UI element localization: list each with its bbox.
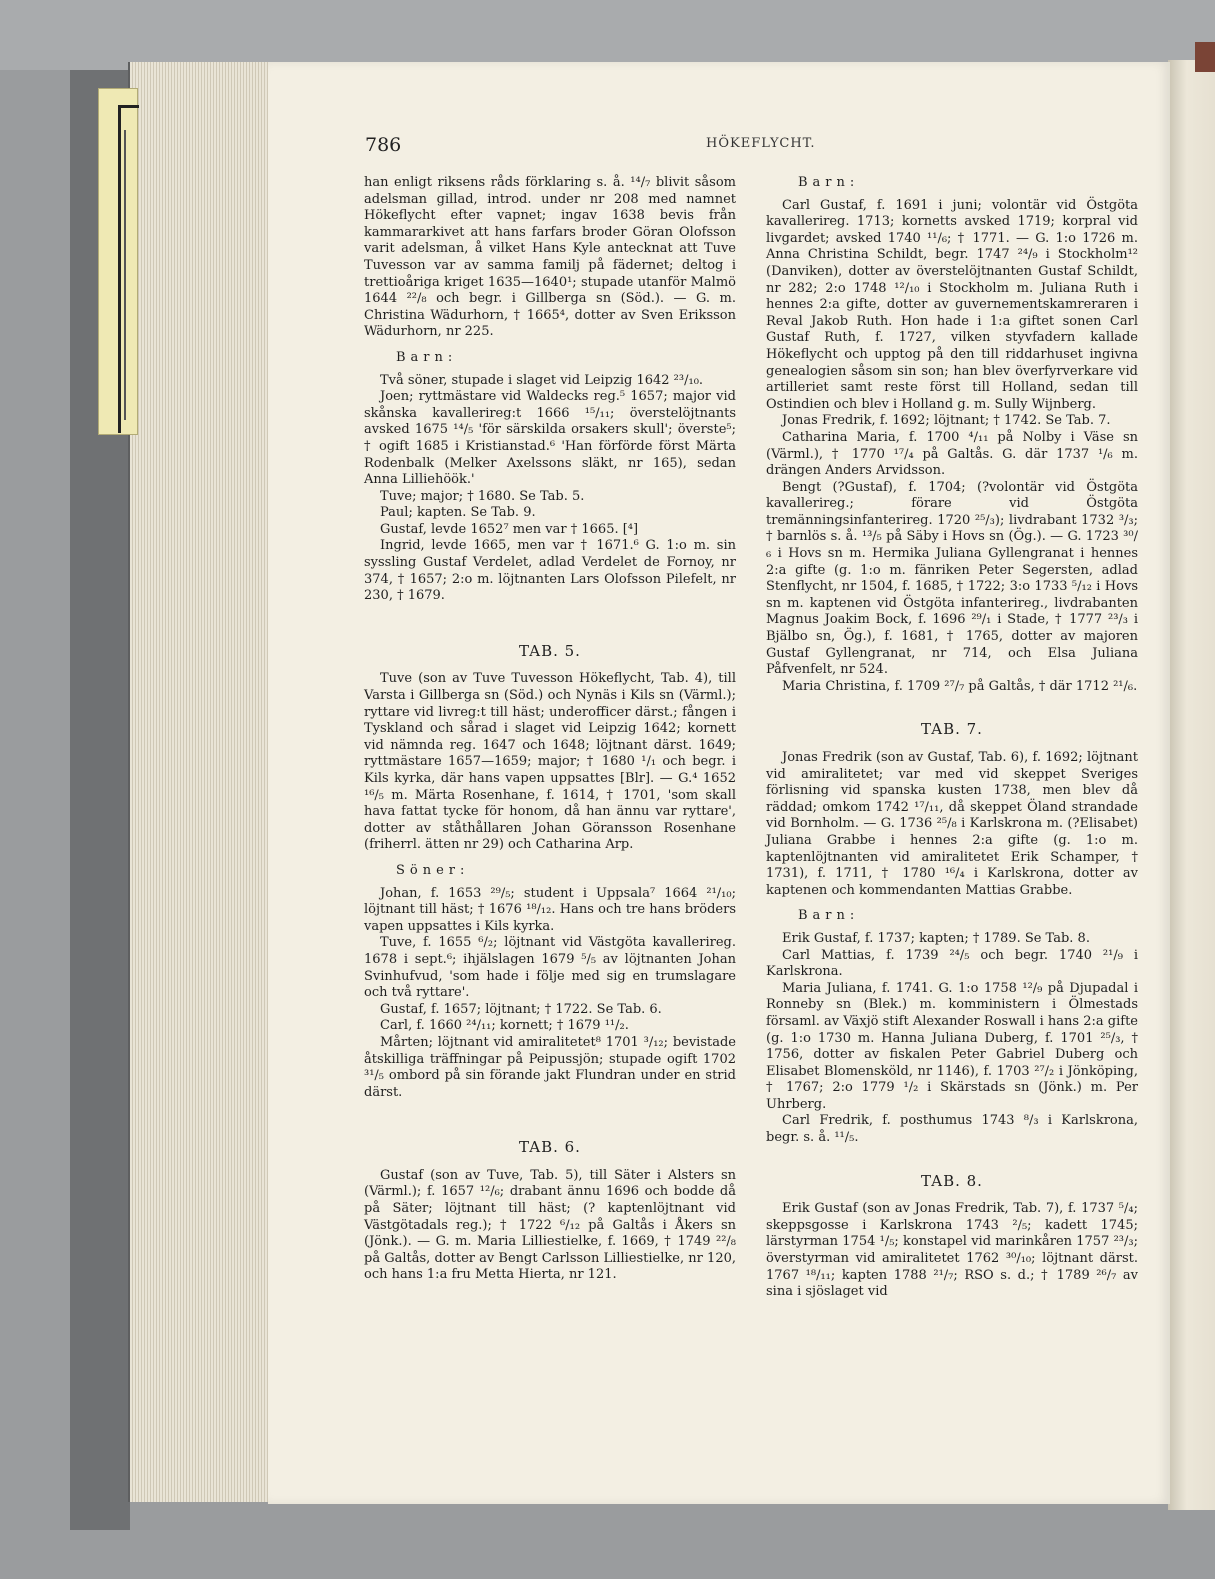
page-number: 786 (365, 134, 402, 156)
son-entry: Johan, f. 1653 ²⁹/₅; student i Uppsala⁷ 1664 ²¹/₁₀; löjtnant till häst; † 1676 ¹⁸/₁₂. Hans och tre hans bröders vapen uppsattes i Kils kyrka. (364, 885, 736, 934)
corner-marker (1195, 42, 1215, 72)
barn-entry: Maria Christina, f. 1709 ²⁷/₇ på Galtås, † där 1712 ²¹/₆. (782, 678, 1138, 694)
barn-entry: Catharina Maria, f. 1700 ⁴/₁₁ på Nolby i Väse sn (Värml.), † 1770 ¹⁷/₄ på Galtås. G. där 1737 ¹/₆ m. drängen Anders Arvidsson. (766, 429, 1138, 479)
barn-entry: Ingrid, levde 1665, men var † 1671.⁶ G. 1:o m. sin syssling Gustaf Verdelet, adlad Verdelet de Fornoy, nr 374, † 1657; 2:o m. löjtnanten Lars Olofsson Pilefelt, nr 230, † 1679. (364, 538, 736, 604)
barn-heading: Barn: (798, 175, 860, 190)
tab6-paragraph: Gustaf (son av Tuve, Tab. 5), till Säter i Alsters sn (Värml.); f. 1657 ¹²/₆; drabant ännu 1696 och bodde då på Säter; löjtnant till häst; (? kaptenlöjtnant vid Västgötadals reg.); † 1722 ⁶/₁₂ på Galtås i Åkers sn (Jönk.). — G. m. Maria Lilliestielke, f. 1669, † 1749 ²²/₈ på Galtås, dotter av Bengt Carlsson Lilliestielke, nr 120, och hans 1:a fru Metta Hierta, nr 121. (364, 1167, 736, 1283)
bookmark-mark-line (124, 130, 134, 420)
barn-heading-2: Barn: (798, 908, 860, 924)
barn-entry: Carl Mattias, f. 1739 ²⁴/₅ och begr. 1740 ²¹/₉ i Karlskrona. (766, 947, 1138, 980)
son-entry: Carl, f. 1660 ²⁴/₁₁; kornett; † 1679 ¹¹/₂. (380, 1018, 629, 1034)
backdrop (0, 0, 1215, 70)
barn-heading: Barn: (396, 349, 458, 365)
son-entry: Mårten; löjtnant vid amiralitetet⁸ 1701 ³/₁₂; bevistade åtskilliga träffningar på Peipussjön; stupade ogift 1702 ³¹/₅ ombord på sin förande jakt Flundran under en strid därst. (364, 1034, 736, 1100)
son-entry: Tuve, f. 1655 ⁶/₂; löjtnant vid Västgöta kavallerireg. 1678 i sept.⁶; ihjälslagen 1679 ⁵/₅ av löjtnanten Johan Svinhufvud, 'som hade i följe med sig en trumslagare och två ryttare'. (364, 935, 736, 1001)
tab8-paragraph: Erik Gustaf (son av Jonas Fredrik, Tab. 7), f. 1737 ⁵/₄; skeppsgosse i Karlskrona 1743 ²/₅; kadett 1745; lärstyrman 1754 ¹/₅; konstapel vid marinkåren 1757 ²³/₃; överstyrman vid amiralitetet 1762 ³⁰/₁₀; löjtnant därst. 1767 ¹⁸/₁₁; kapten 1788 ²¹/₇; RSO s. d.; † 1789 ²⁶/₇ av sina i sjöslaget vid (766, 1201, 1138, 1300)
tab5-heading: TAB. 5. (519, 641, 581, 660)
barn-entry: Två söner, stupade i slaget vid Leipzig 1642 ²³/₁₀. (380, 372, 704, 388)
next-page-edge (1168, 60, 1215, 1510)
tab8-heading: TAB. 8. (921, 1171, 983, 1190)
tab6-heading: TAB. 6. (519, 1138, 581, 1157)
intro-paragraph: han enligt riksens råds förklaring s. å. ¹⁴/₇ blivit såsom adelsman gillad, introd. under nr 208 med namnet Hökeflycht efter vapnet; ingav 1638 bevis från kammararkivet att hans farfars broder Göran Olofsson varit adelsman, å vilket Hans Kyle antecknat att Tuve Tuvesson var av samma familj på fädernet; deltog i trettioåriga kriget 1635—1640¹; stupade utanför Malmö 1644 ²²/₈ och begr. i Gillberga sn (Söd.). — G. m. Christina Wädurhorn, † 1665⁴, dotter av Sven Eriksson Wädurhorn, nr 225. (364, 175, 736, 340)
left-column (364, 175, 736, 1284)
barn-entry: Carl Fredrik, f. posthumus 1743 ⁸/₃ i Karlskrona, begr. s. å. ¹¹/₅. (766, 1113, 1138, 1146)
running-head: HÖKEFLYCHT. (706, 136, 816, 151)
right-column (766, 175, 1138, 1301)
soner-heading: Söner: (396, 862, 470, 878)
barn-entry: Jonas Fredrik, f. 1692; löjtnant; † 1742. Se Tab. 7. (782, 413, 1111, 429)
barn-entry: Carl Gustaf, f. 1691 i juni; volontär vid Östgöta kavallerireg. 1713; kornetts avsked 1719; korpral vid livgardet; avsked 1740 ¹¹/₆; † 1771. — G. 1:o 1726 m. Anna Christina Schildt, begr. 1747 ²⁴/₉ i Stockholm¹² (Danviken), dotter av överstelöjtnanten Gustaf Schildt, nr 282; 2:o 1748 ¹²/₁₀ i Stockholm m. Juliana Ruth i hennes 2:a gifte, dotter av guvernementskamreraren i Reval Jakob Ruth. Hon hade i 1:a giftet sonen Carl Gustaf Ruth, f. 1727, vilken styvfadern kallade Hökeflycht och upptog på den till riddarhuset ingivna genealogien såsom sin son; han blev överfyrverkare vid artilleriet samt reste först till Holland, sedan till Ostindien och blev i Holland g. m. Sully Wijnberg. (766, 197, 1138, 412)
barn-entry: Paul; kapten. Se Tab. 9. (380, 505, 536, 521)
barn-entry: Erik Gustaf, f. 1737; kapten; † 1789. Se Tab. 8. (782, 930, 1090, 946)
tab7-paragraph: Jonas Fredrik (son av Gustaf, Tab. 6), f. 1692; löjtnant vid amiralitetet; var med vid skeppet Sveriges förlisning vid spanska kusten 1738, men blev då räddad; omkom 1742 ¹⁷/₁₁, då skeppet Öland strandade vid Bornholm. — G. 1736 ²⁵/₈ i Karlskrona m. (?Elisabet) Juliana Grabbe i hennes 2:a gifte (g. 1:o m. kaptenlöjtnanten vid amiralitetet Erik Schamper, † 1731), f. 1711, † 1780 ¹⁶/₄ i Karlskrona, dotter av kaptenen och kommendanten Mattias Grabbe. (766, 750, 1138, 898)
page-edges (128, 62, 272, 1502)
barn-entry: Joen; ryttmästare vid Waldecks reg.⁵ 1657; major vid skånska kavallerireg:t 1666 ¹⁵/₁₁; överstelöjtnants avsked 1675 ¹⁴/₅ 'för särskilda orsakers skull'; överste⁵; † ogift 1685 i Kristianstad.⁶ 'Han förförde först Märta Rodenbalk (Melker Axelssons släkt, nr 165), sedan Anna Lilliehöök.' (364, 389, 736, 488)
son-entry: Gustaf, f. 1657; löjtnant; † 1722. Se Tab. 6. (380, 1001, 662, 1017)
barn-entry: Tuve; major; † 1680. Se Tab. 5. (380, 488, 585, 504)
barn-entry: Bengt (?Gustaf), f. 1704; (?volontär vid Östgöta kavallerireg.; förare vid Östgöta tremänningsinfanterireg. 1720 ²⁵/₃); livdrabant 1732 ³/₃; † barnlös s. å. ¹³/₅ på Säby i Hovs sn (Ög.). — G. 1723 ³⁰/₆ i Hovs sn m. Hermika Juliana Gyllengranat i hennes 2:a gifte (g. 1:o m. fänriken Peter Segersten, adlad Stenflycht, nr 1504, f. 1685, † 1722; 3:o 1733 ⁵/₁₂ i Hovs sn m. kaptenen vid Östgöta infanterireg., livdrabanten Magnus Joakim Bock, f. 1696 ²⁹/₁ i Stade, † 1777 ²³/₃ i Bjälbo sn, Ög.), f. 1681, † 1765, dotter av majoren Gustaf Gyllengranat, nr 714, och Elsa Juliana Påfvenfelt, nr 524. (766, 479, 1138, 678)
tab7-heading: TAB. 7. (921, 720, 983, 739)
barn-entry: Gustaf, levde 1652⁷ men var † 1665. [⁴] (380, 521, 639, 537)
tab5-paragraph: Tuve (son av Tuve Tuvesson Hökeflycht, Tab. 4), till Varsta i Gillberga sn (Söd.) och Nynäs i Kils sn (Värml.); ryttare vid livreg:t till häst; underofficer därst.; fången i Tyskland och sårad i slaget vid Leipzig 1642; kornett vid nämnda reg. 1647 och 1648; löjtnant därst. 1649; ryttmästare 1657—1659; major; † 1680 ¹/₁ och begr. i Kils kyrka, där hans vapen uppsattes [Blr]. — G.⁴ 1652 ¹⁶/₅ m. Märta Rosenhane, f. 1614, † 1701, 'som skall hava fattat tycke för honom, då han ännu var ryttare', dotter av ståthållaren Johan Göransson Rosenhane (friherrl. ätten nr 29) och Catharina Arp. (364, 671, 736, 853)
barn-entry: Maria Juliana, f. 1741. G. 1:o 1758 ¹²/₉ på Djupadal i Ronneby sn (Blek.) m. komministern i Ölmestads församl. av Växjö stift Alexander Roswall i hans 2:a gifte (g. 1:o 1730 m. Hanna Juliana Duberg, f. 1701 ²⁵/₃, † 1756, dotter av fiskalen Peter Gabriel Duberg och Elisabet Blomensköld, nr 1146), f. 1703 ²⁷/₂ i Jönköping, † 1767; 2:o 1779 ¹/₂ i Skärstads sn (Jönk.) m. Per Uhrberg. (766, 980, 1138, 1112)
